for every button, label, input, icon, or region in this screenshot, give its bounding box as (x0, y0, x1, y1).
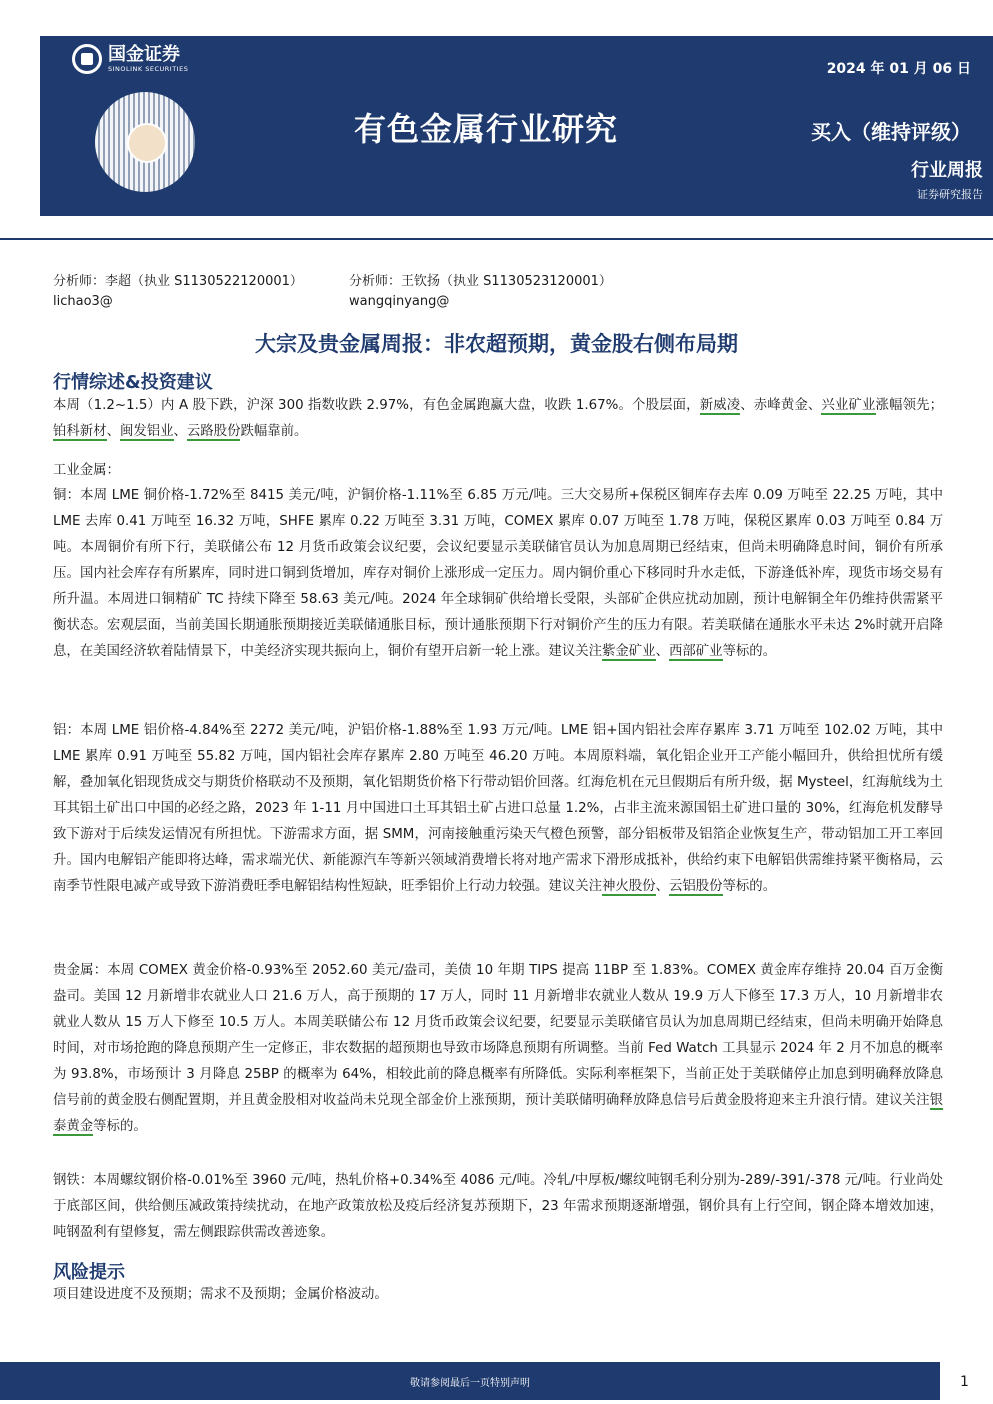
text-run: 本周（1.2~1.5）内 A 股下跌，沪深 300 指数收跌 2.97%，有色金属跑赢大盘，收跌 1.67%。个股层面， (53, 398, 700, 413)
logo-name-en: SINOLINK SECURITIES (108, 64, 189, 73)
logo-name-cn: 国金证券 (108, 43, 180, 65)
stock-link[interactable]: 兴业矿业 (821, 398, 876, 413)
stock-link[interactable]: 神火股份 (602, 879, 656, 894)
text-run: 、 (655, 879, 669, 894)
stock-link[interactable]: 铂科新材 (53, 424, 107, 439)
report-title: 大宗及贵金属周报：非农超预期，黄金股右侧布局期 (255, 332, 738, 356)
stock-link[interactable]: 紫金矿业 (602, 644, 656, 659)
risk-paragraph: 项目建设进度不及预期；需求不及预期；金属价格波动。 (53, 1287, 388, 1302)
text-run: 、 (173, 424, 187, 439)
disclaimer-note: 敬请参阅最后一页特别声明 (410, 1378, 530, 1389)
precious-metals-paragraph (53, 958, 943, 1140)
text-run: 铝：本周 LME 铝价格-4.84%至 2272 美元/吨，沪铝价格-1.88%至 1.93 万元/吨。LME 铝+国内铝社会库存累库 3.71 万吨至 102.02 万吨，其中 LME 累库 0.91 万吨至 55.82 万吨，国内铝社会库存累库 2.80 万吨至 46.20 万吨。本周原料端，氧化铝企业开工产能小幅回升，供给担忧所有缓解，叠加氧化铝现货成交与期货价格联动不及预期，氧化铝期货价格下行带动铝价回落。红海危机在元旦假期后有所升级，据 Mysteel，红海航线为土耳其铝土矿出口中国的必经之路，2023 年 1-11 月中国进口土耳其铝土矿占进口总量 1.2%，占非主流来源国铝土矿进口量的 30%，红海危机发酵导致下游对于后续发运情况有所担忧。下游需求方面，据 SMM，河南接触重污染天气橙色预警，部分铝板带及铝箔企业恢复生产，带动铝加工开工率回升。国内电解铝产能即将达峰，需求端光伏、新能源汽车等新兴领域消费增长将对地产需求下滑形成抵补，供给约束下电解铝供需维持紧平衡格局，云南季节性限电减产或导致下游消费旺季电解铝结构性短缺，旺季铝价上行动力较强。建议关注 (53, 723, 943, 894)
text-run: 等标的。 (93, 1119, 147, 1134)
copper-paragraph (53, 483, 943, 665)
brand-logo (72, 44, 188, 74)
page-number: 1 (960, 1374, 969, 1390)
rating-label: 买入（维持评级） (811, 120, 971, 144)
text-run: 、赤峰黄金、 (740, 398, 822, 413)
stock-link[interactable]: 银泰黄金 (53, 1093, 943, 1134)
logo-icon (72, 44, 102, 74)
steel-paragraph: 钢铁：本周螺纹钢价格-0.01%至 3960 元/吨，热轧价格+0.34%至 4086 元/吨。冷轧/中厚板/螺纹吨钢毛利分别为-289/-391/-378 元/吨。行业尚处于底部区间，供给侧压减政策持续扰动，在地产政策放松及疫后经济复苏预期下，23 年需求预期逐渐增强，钢价具有上行空间，钢企降本增效加速，吨钢盈利有望修复，需左侧跟踪供需改善迹象。 (53, 1173, 943, 1240)
header-divider (0, 238, 993, 240)
text-run: 等标的。 (722, 644, 777, 659)
analyst-2-email: wangqinyang@ (349, 294, 450, 309)
text-run: 贵金属：本周 COMEX 黄金价格-0.93%至 2052.60 美元/盎司，美债 10 年期 TIPS 提高 11BP 至 1.83%。COMEX 黄金库存维持 20.04 百万金衡盎司。美国 12 月新增非农就业人口 21.6 万人，高于预期的 17 万人，同时 11 月新增非农就业人数从 19.9 万人下修至 17.3 万人，10 月新增非农就业人数从 15 万人下修至 10.5 万人。本周美联储公布 12 月货币政策会议纪要，纪要显示美联储官员认为加息周期已经结束，但尚未明确开始降息时间，对市场抢跑的降息预期产生一定修正，非农数据的超预期也导致市场降息预期有所调整。当前 Fed Watch 工具显示 2024 年 2 月不加息的概率为 93.8%，市场预计 3 月降息 25BP 的概率为 64%，相较此前的降息概率有所降低。实际利率框架下，当前正处于美联储停止加息到明确释放降息信号前的黄金股右侧配置期，并且黄金股相对收益尚未兑现全部金价上涨预期，预计美联储明确释放降息信号后黄金股将迎来主升浪行情。建议关注 (53, 963, 943, 1108)
risk-heading: 风险提示 (53, 1262, 125, 1283)
qr-code-center-icon (127, 123, 167, 163)
analyst-1-email: lichao3@ (53, 294, 113, 309)
analyst-1 (53, 272, 303, 312)
industry-title: 有色金属行业研究 (354, 110, 619, 148)
intro-paragraph (53, 393, 943, 445)
stock-link[interactable]: 西部矿业 (668, 644, 723, 659)
report-type: 行业周报 (911, 160, 983, 181)
analyst-2-label: 分析师：王钦扬（执业 S1130523120001） (349, 274, 612, 289)
stock-link[interactable]: 云路股份 (186, 424, 241, 439)
stock-link[interactable]: 云铝股份 (668, 879, 723, 894)
text-run: 、 (655, 644, 669, 659)
text-run: 等标的。 (722, 879, 777, 894)
text-run: 铜：本周 LME 铜价格-1.72%至 8415 美元/吨，沪铜价格-1.11%至 6.85 万元/吨。三大交易所+保税区铜库存去库 0.09 万吨至 22.25 万吨，其中 LME 去库 0.41 万吨至 16.32 万吨，SHFE 累库 0.22 万吨至 3.31 万吨，COMEX 累库 0.07 万吨至 1.78 万吨，保税区累库 0.03 万吨至 0.84 万吨。本周铜价有所下行，美联储公布 12 月货币政策会议纪要，会议纪要显示美联储官员认为加息周期已经结束，但尚未明确降息时间，铜价有所承压。国内社会库存有所累库，同时进口铜到货增加，库存对铜价上涨形成一定压力。周内铜价重心下移同时升水走低，下游逢低补库，现货市场交易有所升温。本周进口铜精矿 TC 持续下降至 58.63 美元/吨。2024 年全球铜矿供给增长受限，头部矿企供应扰动加剧，预计电解铜全年仍维持供需紧平衡状态。宏观层面，当前美国长期通胀预期接近美联储通胀目标，预计通胀预期下行对铜价产生的压力有限。若美联储在通胀水平未达 2%时就开启降息，在美国经济软着陆情景下，中美经济实现共振向上，铜价有望开启新一轮上涨。建议关注 (53, 488, 943, 659)
stock-link[interactable]: 闽发铝业 (119, 424, 174, 439)
report-subtitle: 证券研究报告 (917, 188, 983, 201)
report-date: 2024 年 01 月 06 日 (826, 61, 971, 77)
stock-link[interactable]: 新威凌 (699, 398, 741, 413)
text-run: 涨幅领先； (875, 398, 944, 413)
text-run: 跌幅靠前。 (240, 424, 308, 439)
aluminum-paragraph (53, 718, 943, 900)
overview-heading: 行情综述&投资建议 (53, 372, 213, 393)
analyst-1-label: 分析师：李超（执业 S1130522120001） (53, 274, 303, 289)
analyst-2 (349, 272, 612, 312)
text-run: 、 (106, 424, 120, 439)
industrial-metals-label: 工业金属： (53, 463, 120, 478)
